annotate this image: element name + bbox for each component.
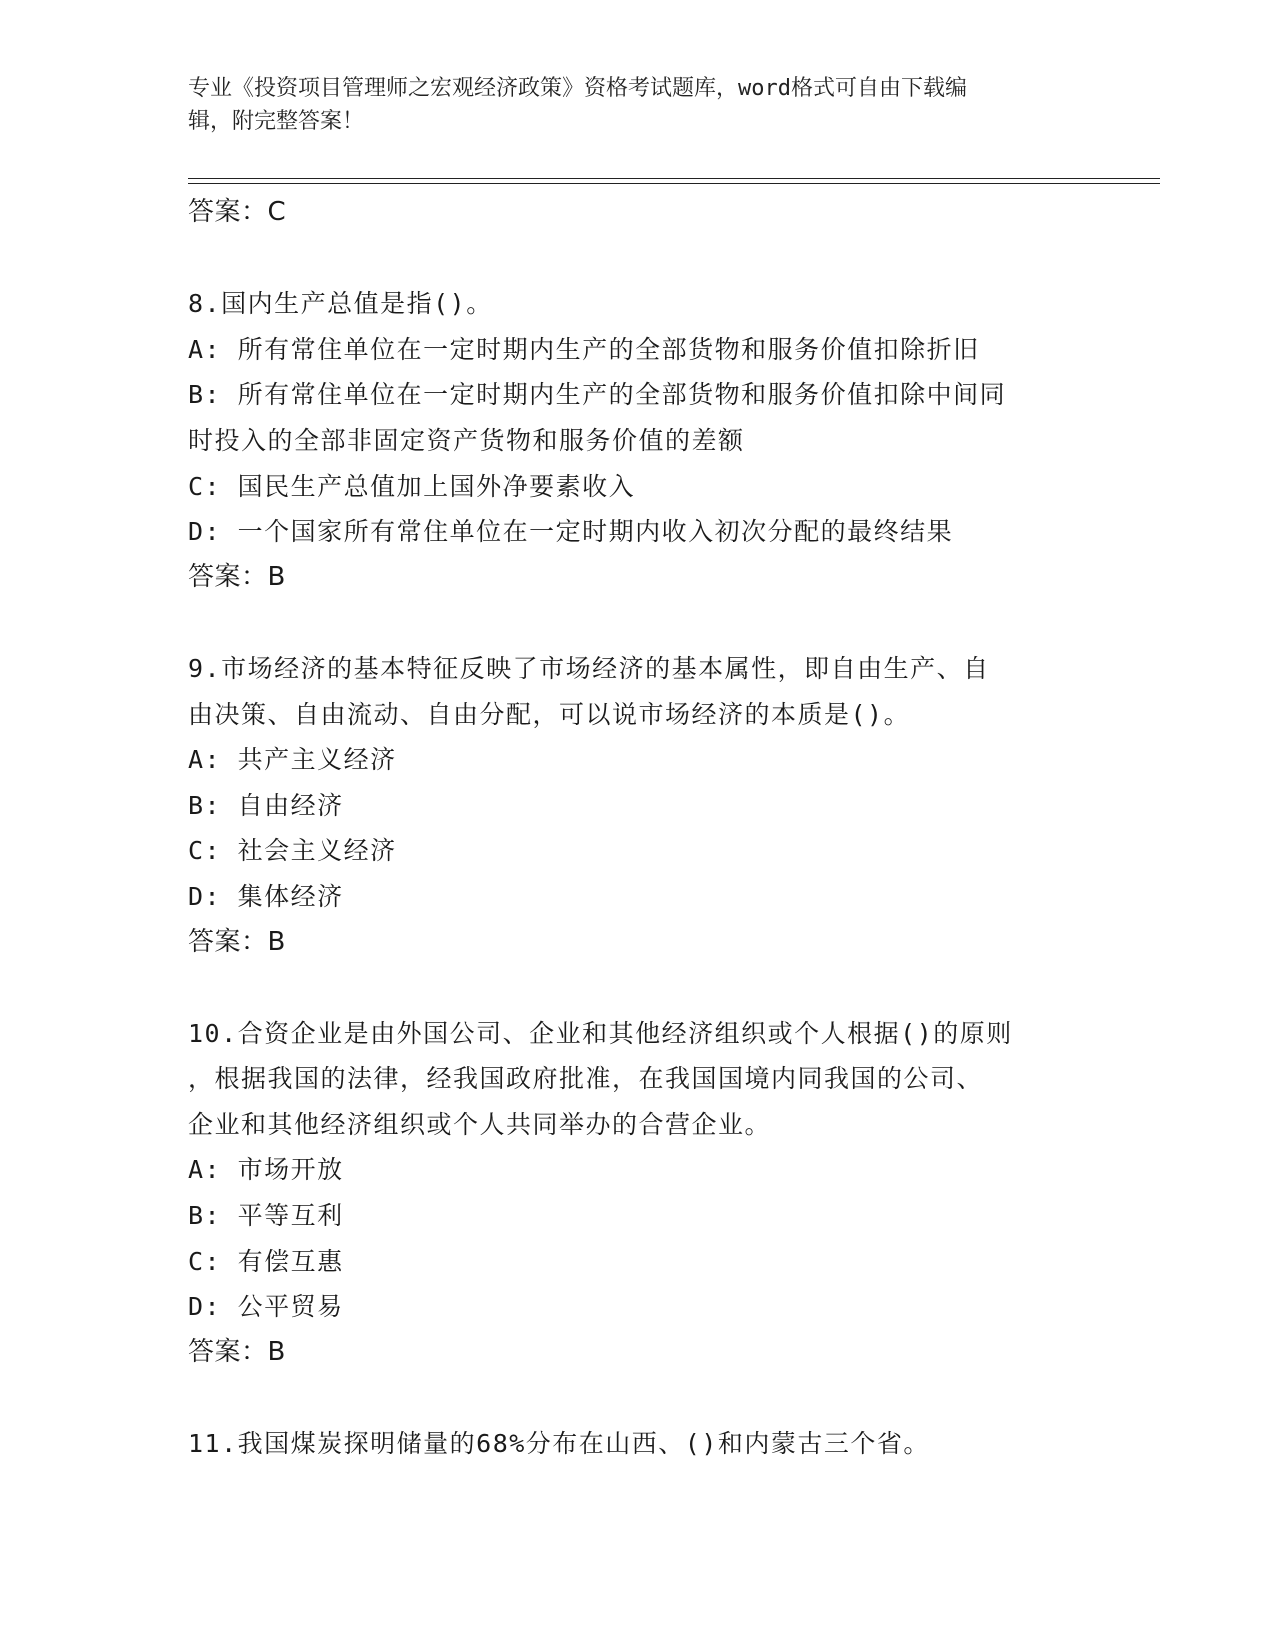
question-stem: 11.我国煤炭探明储量的68%分布在山西、()和内蒙古三个省。 <box>188 1429 930 1459</box>
option-b: B: 平等互利 <box>188 1201 344 1231</box>
option-a: A: 共产主义经济 <box>188 745 397 775</box>
option-a: A: 市场开放 <box>188 1155 344 1185</box>
header-divider-top <box>188 178 1160 179</box>
question-stem: 9.市场经济的基本特征反映了市场经济的基本属性，即自由生产、自 <box>188 653 990 683</box>
question-stem: 8.国内生产总值是指()。 <box>188 289 493 319</box>
answer: 答案：B <box>188 561 286 592</box>
option-d: D: 公平贸易 <box>188 1292 344 1322</box>
answer: 答案：B <box>188 1336 286 1367</box>
option-a: A: 所有常住单位在一定时期内生产的全部货物和服务价值扣除折旧 <box>188 334 980 364</box>
document-header <box>188 72 1068 138</box>
question-stem-continued: ，根据我国的法律，经我国政府批准，在我国国境内同我国的公司、 <box>188 1064 984 1094</box>
option-c: C: 国民生产总值加上国外净要素收入 <box>188 471 636 501</box>
previous-answer: 答案：C <box>188 197 287 227</box>
question-stem-continued: 企业和其他经济组织或个人共同举办的合营企业。 <box>188 1109 772 1139</box>
option-d: D: 集体经济 <box>188 881 344 911</box>
spacer <box>188 600 1088 646</box>
answer: 答案：B <box>188 926 286 957</box>
question-11 <box>188 1421 1088 1467</box>
option-c: C: 社会主义经济 <box>188 836 397 866</box>
spacer <box>188 965 1088 1011</box>
header-line-2: 辑，附完整答案！ <box>188 109 365 134</box>
spacer <box>188 236 1088 282</box>
question-10 <box>188 1011 1088 1376</box>
question-8 <box>188 281 1088 600</box>
question-9 <box>188 646 1088 965</box>
question-stem: 10.合资企业是由外国公司、企业和其他经济组织或个人根据()的原则 <box>188 1018 1013 1048</box>
option-b: B: 所有常住单位在一定时期内生产的全部货物和服务价值扣除中间同 <box>188 380 1007 410</box>
header-line-1: 专业《投资项目管理师之宏观经济政策》资格考试题库，word格式可自由下载编 <box>188 76 967 101</box>
question-stem-continued: 由决策、自由流动、自由分配，可以说市场经济的本质是()。 <box>188 699 911 729</box>
option-b-continued: 时投入的全部非固定资产货物和服务价值的差额 <box>188 425 745 455</box>
header-divider-bottom <box>188 183 1160 184</box>
option-c: C: 有偿互惠 <box>188 1246 344 1276</box>
question-content <box>188 190 1088 1467</box>
spacer <box>188 1375 1088 1421</box>
option-b: B: 自由经济 <box>188 790 344 820</box>
option-d: D: 一个国家所有常住单位在一定时期内收入初次分配的最终结果 <box>188 517 954 547</box>
